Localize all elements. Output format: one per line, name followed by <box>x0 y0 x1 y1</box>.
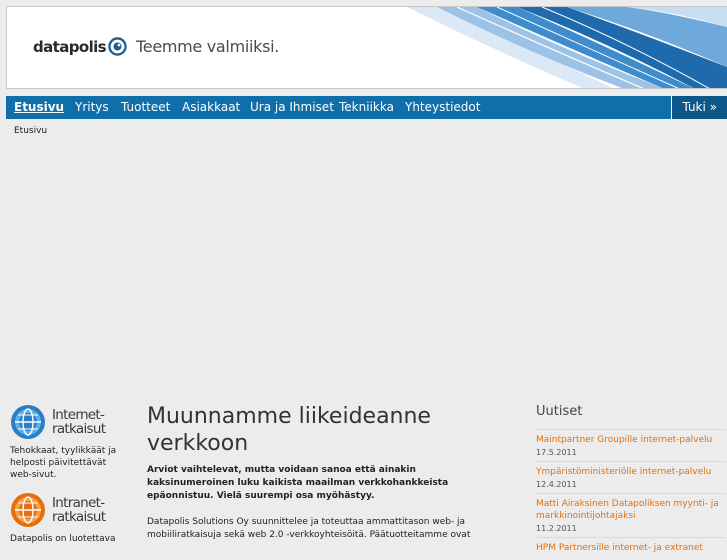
news-item <box>536 537 726 560</box>
sidebar-title-line2: ratkaisut <box>52 509 106 525</box>
logo-wordmark: datapolis <box>33 37 107 56</box>
sidebar-intranet-solutions[interactable] <box>10 491 122 545</box>
news-date: 11.2.2011 <box>536 524 577 533</box>
news-section <box>536 404 726 560</box>
main-navigation <box>6 96 727 119</box>
breadcrumb[interactable]: Etusivu <box>14 126 48 136</box>
news-link[interactable]: Ympäristöministeriölle internet-palvelu <box>536 467 712 477</box>
nav-item-yhteystiedot[interactable]: Yhteystiedot <box>405 100 481 114</box>
news-heading: Uutiset <box>536 404 583 419</box>
news-link[interactable]: Matti Airaksinen Datapoliksen myynti- ja markkinointijohtajaksi <box>536 499 719 521</box>
intro-text: Arviot vaihtelevat, mutta voidaan sanoa että ainakin kaksinumeroinen luku kaikista maailman verkkohankkeista epäonnistuu. Vielä suurempi osa myöhästyy. <box>147 465 449 501</box>
sidebar-internet-solutions[interactable] <box>10 403 122 481</box>
sidebar-title-line1: Internet- <box>52 407 105 423</box>
sidebar-description: Tehokkaat, tyylikkäät ja helposti päivitettävät web-sivut. <box>10 446 117 480</box>
page-title: Muunnamme liikeideanne verkkoon <box>147 404 431 456</box>
nav-item-etusivu[interactable]: Etusivu <box>14 100 65 114</box>
news-date: 17.5.2011 <box>536 448 577 457</box>
nav-item-tuotteet[interactable]: Tuotteet <box>121 100 171 114</box>
intranet-globe-icon <box>10 492 46 528</box>
news-item <box>536 429 726 461</box>
news-item <box>536 461 726 493</box>
nav-item-yritys[interactable]: Yritys <box>75 100 109 114</box>
header-swoosh-graphic <box>367 7 727 89</box>
site-logo[interactable] <box>33 37 279 56</box>
sidebar-title-line2: ratkaisut <box>52 421 106 437</box>
news-link[interactable]: HPM Partnersille internet- ja extranet <box>536 543 703 553</box>
news-item <box>536 493 726 537</box>
globe-icon <box>10 404 46 440</box>
slogan: Teemme valmiiksi. <box>136 37 280 56</box>
nav-item-ura-ja-ihmiset[interactable]: Ura ja Ihmiset <box>250 100 334 114</box>
body-text: Datapolis Solutions Oy suunnittelee ja toteuttaa ammattitason web- ja mobiiliratkaisuja sekä web 2.0 -verkkoyhteisöitä. Päätuotteitamme ovat <box>147 517 471 540</box>
logo-eye-icon <box>108 37 127 56</box>
news-link[interactable]: Maintpartner Groupille internet-palvelu <box>536 435 713 445</box>
sidebar-title-line1: Intranet- <box>52 495 105 511</box>
nav-item-tekniikka[interactable]: Tekniikka <box>339 100 394 114</box>
sidebar-description: Datapolis on luotettava <box>10 534 116 544</box>
nav-item-asiakkaat[interactable]: Asiakkaat <box>182 100 241 114</box>
news-date: 12.4.2011 <box>536 480 577 489</box>
nav-support-link[interactable]: Tuki » <box>671 96 727 119</box>
site-header <box>6 6 727 89</box>
